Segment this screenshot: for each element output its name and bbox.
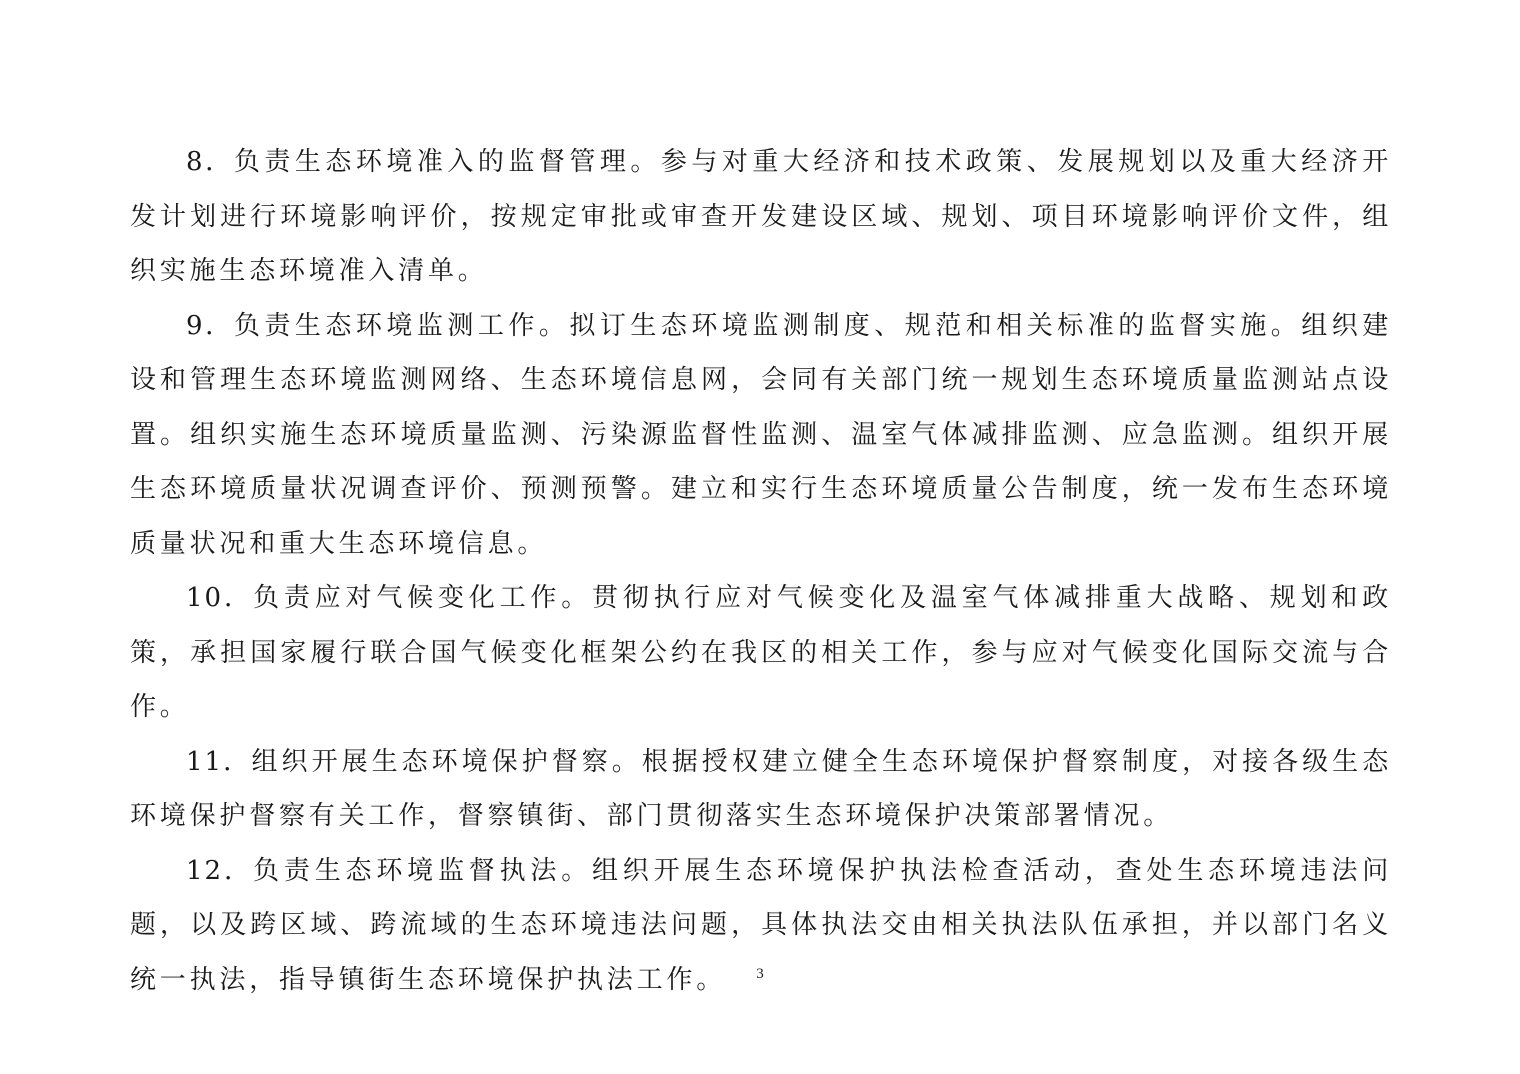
paragraph-text: 负责生态环境监督执法。组织开展生态环境保护执法检查活动，查处生态环境违法问题，以及跨区域、跨流域的生态环境违法问题，具体执法交由相关执法队伍承担，并以部门名义统一执法，指导镇街生态环境保护执法工作。 bbox=[130, 855, 1392, 995]
paragraph-text: 负责应对气候变化工作。贯彻执行应对气候变化及温室气体减排重大战略、规划和政策，承担国家履行联合国气候变化框架公约在我区的相关工作，参与应对气候变化国际交流与合作。 bbox=[130, 583, 1392, 722]
paragraph-number: 9． bbox=[186, 310, 234, 341]
document-body bbox=[130, 135, 1392, 1007]
paragraph-item-11 bbox=[130, 735, 1392, 844]
page-number: 3 bbox=[756, 966, 764, 982]
paragraph-text: 组织开展生态环境保护督察。根据授权建立健全生态环境保护督察制度，对接各级生态环境保护督察有关工作，督察镇街、部门贯彻落实生态环境保护决策部署情况。 bbox=[130, 746, 1392, 831]
paragraph-number: 10． bbox=[186, 583, 254, 613]
paragraph-text: 负责生态环境监测工作。拟订生态环境监测制度、规范和相关标准的监督实施。组织建设和管理生态环境监测网络、生态环境信息网，会同有关部门统一规划生态环境质量监测站点设置。组织实施生态环境质量监测、污染源监督性监测、温室气体减排监测、应急监测。组织开展生态环境质量状况调查评价、预测预警。建立和实行生态环境质量公告制度，统一发布生态环境质量状况和重大生态环境信息。 bbox=[130, 310, 1392, 559]
paragraph-item-8 bbox=[130, 135, 1392, 299]
paragraph-item-9 bbox=[130, 299, 1392, 572]
paragraph-number: 8． bbox=[186, 147, 234, 177]
paragraph-text: 负责生态环境准入的监督管理。参与对重大经济和技术政策、发展规划以及重大经济开发计划进行环境影响评价，按规定审批或审查开发建设区域、规划、项目环境影响评价文件，组织实施生态环境准入清单。 bbox=[130, 147, 1392, 286]
paragraph-number: 11． bbox=[186, 746, 252, 777]
paragraph-number: 12． bbox=[186, 855, 254, 886]
paragraph-item-10 bbox=[130, 571, 1392, 735]
